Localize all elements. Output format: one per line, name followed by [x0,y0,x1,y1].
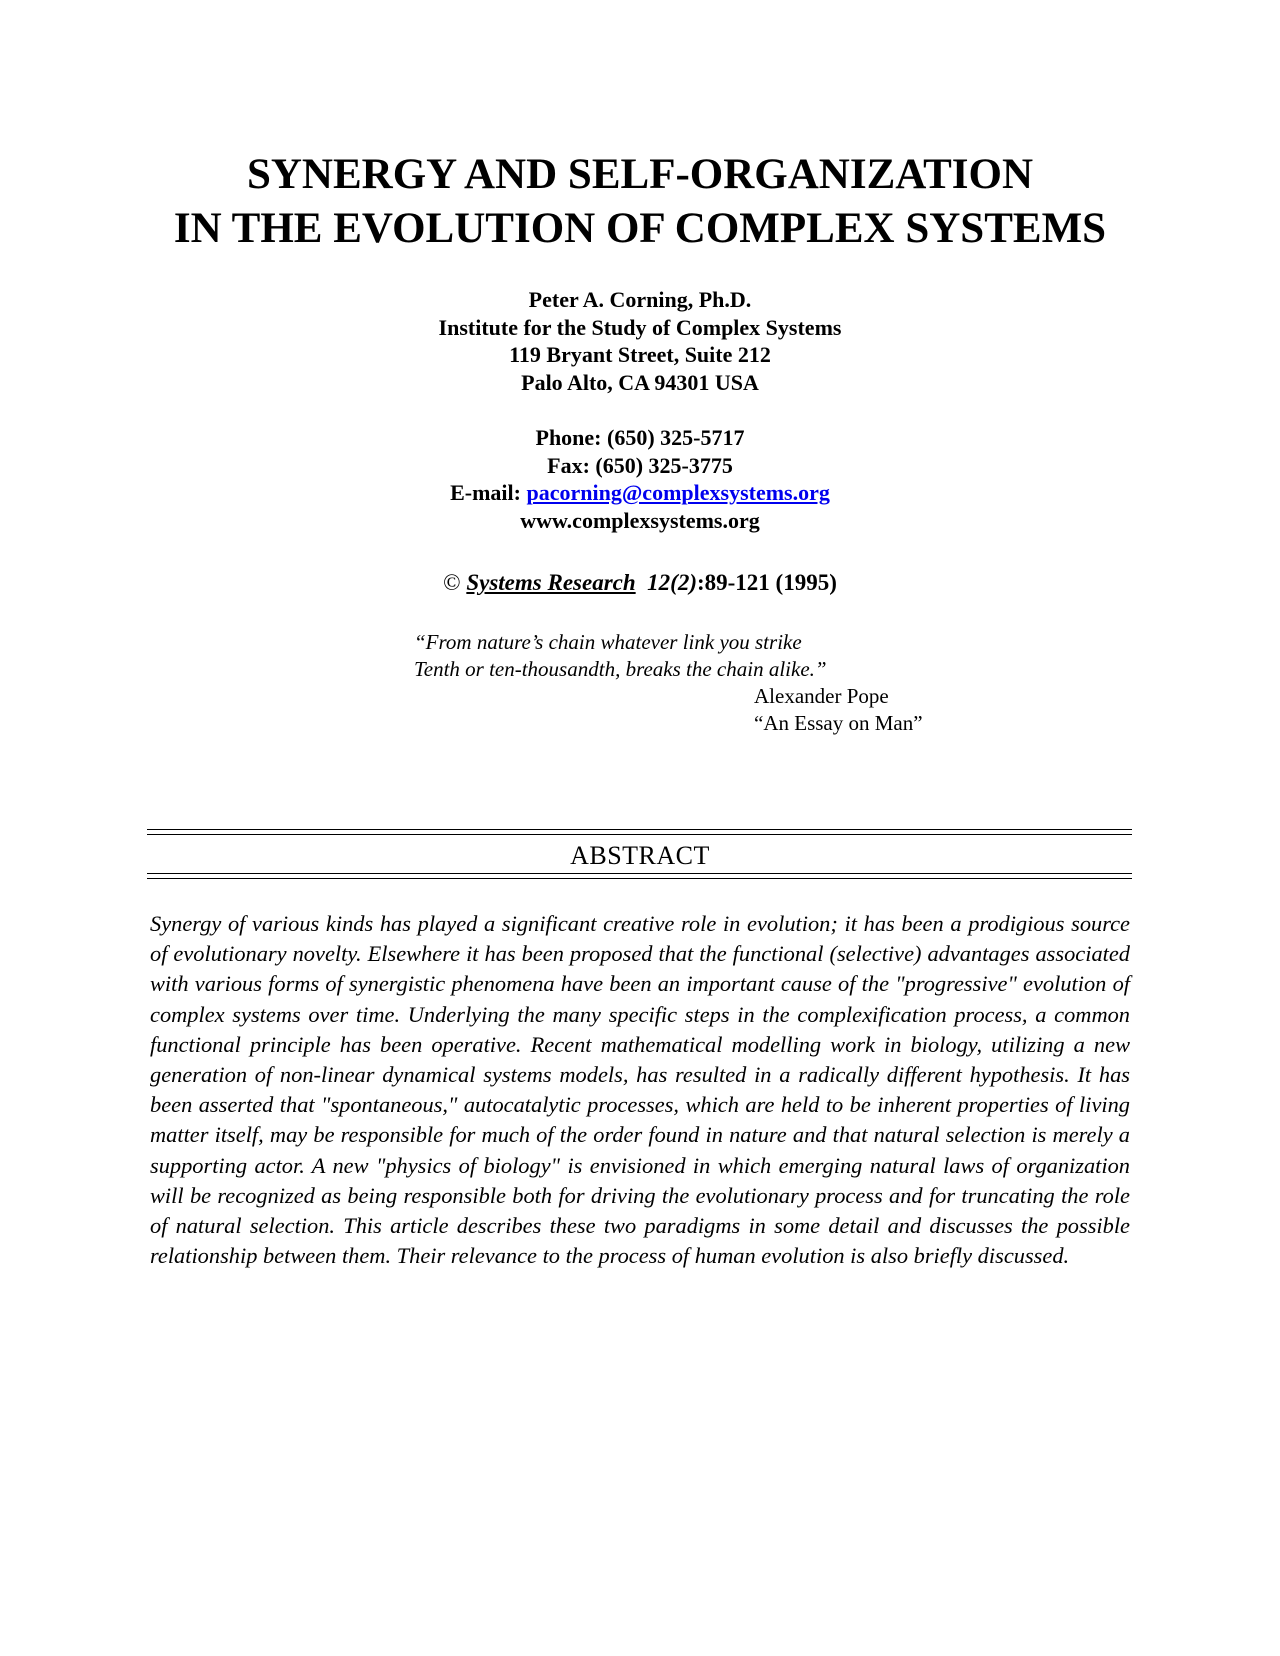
abstract-heading: ABSTRACT [570,841,710,870]
title-line-1: SYNERGY AND SELF-ORGANIZATION [246,151,1034,198]
institution: Institute for the Study of Complex Systems [438,314,842,340]
address-line-1: 119 Bryant Street, Suite 212 [509,342,771,367]
journal-name: Systems Research [466,570,636,595]
journal-pages-year: :89-121 (1995) [696,570,837,595]
address-line-2: Palo Alto, CA 94301 USA [521,369,759,395]
journal-volume: 12(2) [647,570,697,595]
copyright-symbol: © [443,570,461,595]
email-link[interactable]: pacorning@complexsystems.org [526,480,830,505]
website: www.complexsystems.org [520,507,760,533]
epigraph-author: Alexander Pope [754,684,889,708]
abstract-bottom-rule-2 [147,878,1132,879]
phone: Phone: (650) 325-5717 [535,425,745,450]
paper-title [0,148,1280,256]
spacer [0,396,1280,424]
abstract-body: Synergy of various kinds has played a significant creative role in evolution; it has been a prodigious source of evolutionary novelty. Elsewhere it has been proposed that the functional (selective) advantages associated with various forms of synergistic phenomena have been an important cause of the "progressive" evolution of complex systems over time. Underlying the many specific steps in the complexification process, a common functional principle has been operative. Recent mathematical modelling work in biology, utilizing a new generation of non-linear dynamical systems models, has resulted in a radically different hypothesis. It has been asserted that "spontaneous," autocatalytic processes, which are held to be inherent properties of living matter itself, may be responsible for much of the order found in nature and that natural selection is merely a supporting actor. A new "physics of biology" is envisioned in which emerging natural laws of organization will be recognized as being responsible both for driving the evolutionary process and for truncating the role of natural selection. This article describes these two paradigms in some detail and discusses the possible relationship between them. Their relevance to the process of human evolution is also briefly discussed. [150,911,1130,1269]
epigraph-line-1: “From nature’s chain whatever link you strike [414,630,802,654]
abstract-top-rule-1 [147,829,1132,830]
author-name: Peter A. Corning, Ph.D. [528,287,752,312]
fax: Fax: (650) 325-3775 [547,452,733,478]
title-line-2: IN THE EVOLUTION OF COMPLEX SYSTEMS [173,205,1107,252]
epigraph [414,629,923,737]
citation [0,569,1280,597]
epigraph-line-2: Tenth or ten-thousandth, breaks the chain alike.” [414,657,827,681]
epigraph-source: “An Essay on Man” [754,711,923,735]
author-block [0,286,1280,534]
email-line [0,479,1280,507]
abstract-top-rule-2 [147,834,1132,835]
email-label: E-mail: [450,480,527,505]
abstract-bottom-rule-1 [147,873,1132,874]
